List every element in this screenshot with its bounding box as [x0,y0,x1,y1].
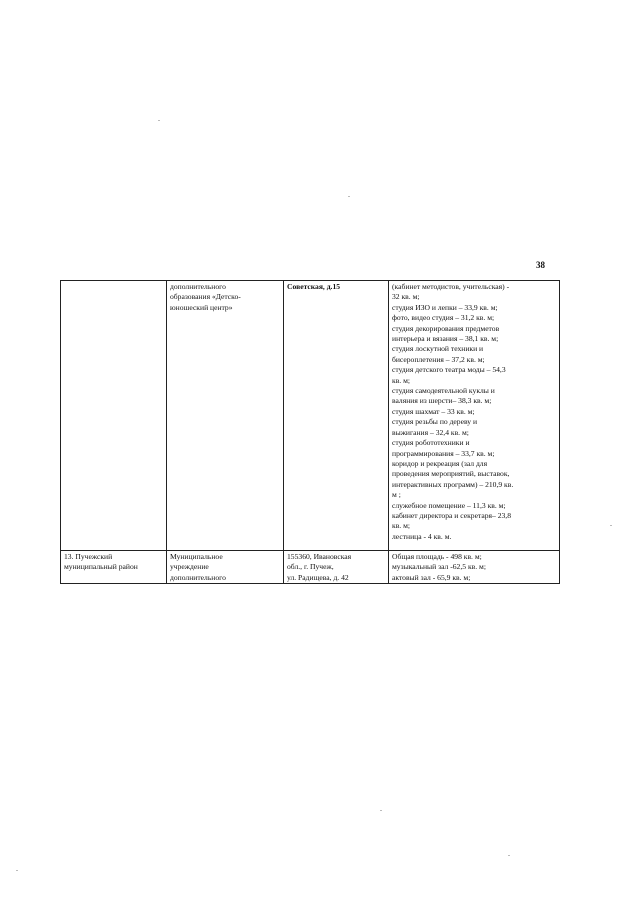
address-cell [284,551,389,584]
premises-line: программирования – 33,7 кв. м; [392,448,495,458]
premises-line: интерьера и вязания – 38,1 кв. м; [392,334,499,344]
premises-line: актовый зал - 65,9 кв. м; [392,572,471,582]
page-number: 38 [536,260,545,270]
premises-line: (кабинет методистов, учительская) - [392,282,510,291]
institution-line: образования «Детско- [170,292,241,302]
address-cell [284,281,389,551]
facilities-table [60,280,560,584]
premises-line: студия шахмат – 33 кв. м; [392,406,475,416]
table-row [61,551,560,584]
premises-line: 32 кв. м; [392,292,420,302]
district-line: муниципальный район [64,562,138,572]
premises-line: интерактивных программ) – 210,9 кв. [392,479,514,489]
district-line: 13. Пучежский [64,552,113,561]
scan-speck [158,120,160,121]
scan-speck [610,525,612,526]
premises-line: студия лоскутной техники и [392,344,484,354]
premises-line: Общая площадь - 498 кв. м; [392,552,482,561]
premises-line: лестница - 4 кв. м. [392,531,452,541]
premises-line: студия самодеятельной куклы и [392,386,495,396]
institution-line: дополнительного [170,572,226,582]
institution-cell [167,281,284,551]
premises-line: валяния из шерсти– 38,3 кв. м; [392,396,492,406]
premises-line: кабинет директора и секретаря– 23,8 [392,510,511,520]
premises-line: м ; [392,490,401,500]
premises-line: студия резьбы по дереву и [392,417,478,427]
scan-speck [508,855,510,856]
address-line: Советская, д.15 [287,282,341,291]
premises-cell [389,281,560,551]
table-row [61,281,560,551]
address-line: обл., г. Пучеж, [287,562,334,572]
scan-speck [16,870,18,871]
premises-line: служебное помещение – 11,3 кв. м; [392,500,506,510]
premises-line: музыкальный зал -62,5 кв. м; [392,562,486,572]
premises-line: проведения мероприятий, выставок, [392,469,510,479]
scan-speck [348,196,350,197]
institution-line: дополнительного [170,282,226,291]
district-cell [61,551,167,584]
institution-line: Муниципальное [170,552,223,561]
premises-line: студия робототехники и [392,438,470,448]
premises-line: выжигания – 32,4 кв. м; [392,427,469,437]
premises-cell [389,551,560,584]
institution-cell [167,551,284,584]
premises-line: кв. м; [392,521,410,531]
premises-line: коридор и рекреация (зал для [392,458,488,468]
premises-line: студия декорирования предметов [392,323,500,333]
address-line: 155360, Ивановская [287,552,352,561]
scan-speck [380,810,382,811]
address-line: ул. Радищева, д. 42 [287,572,349,582]
premises-line: кв. м; [392,375,410,385]
institution-line: учреждение [170,562,209,572]
premises-line: фото, видео студия – 31,2 кв. м; [392,313,495,323]
premises-line: студия детского театра моды – 54,3 [392,365,506,375]
district-cell [61,281,167,551]
premises-line: студия ИЗО и лепки – 33,9 кв. м; [392,302,498,312]
premises-line: бисероплетения – 37,2 кв. м; [392,354,485,364]
institution-line: юношеский центр» [170,302,233,312]
